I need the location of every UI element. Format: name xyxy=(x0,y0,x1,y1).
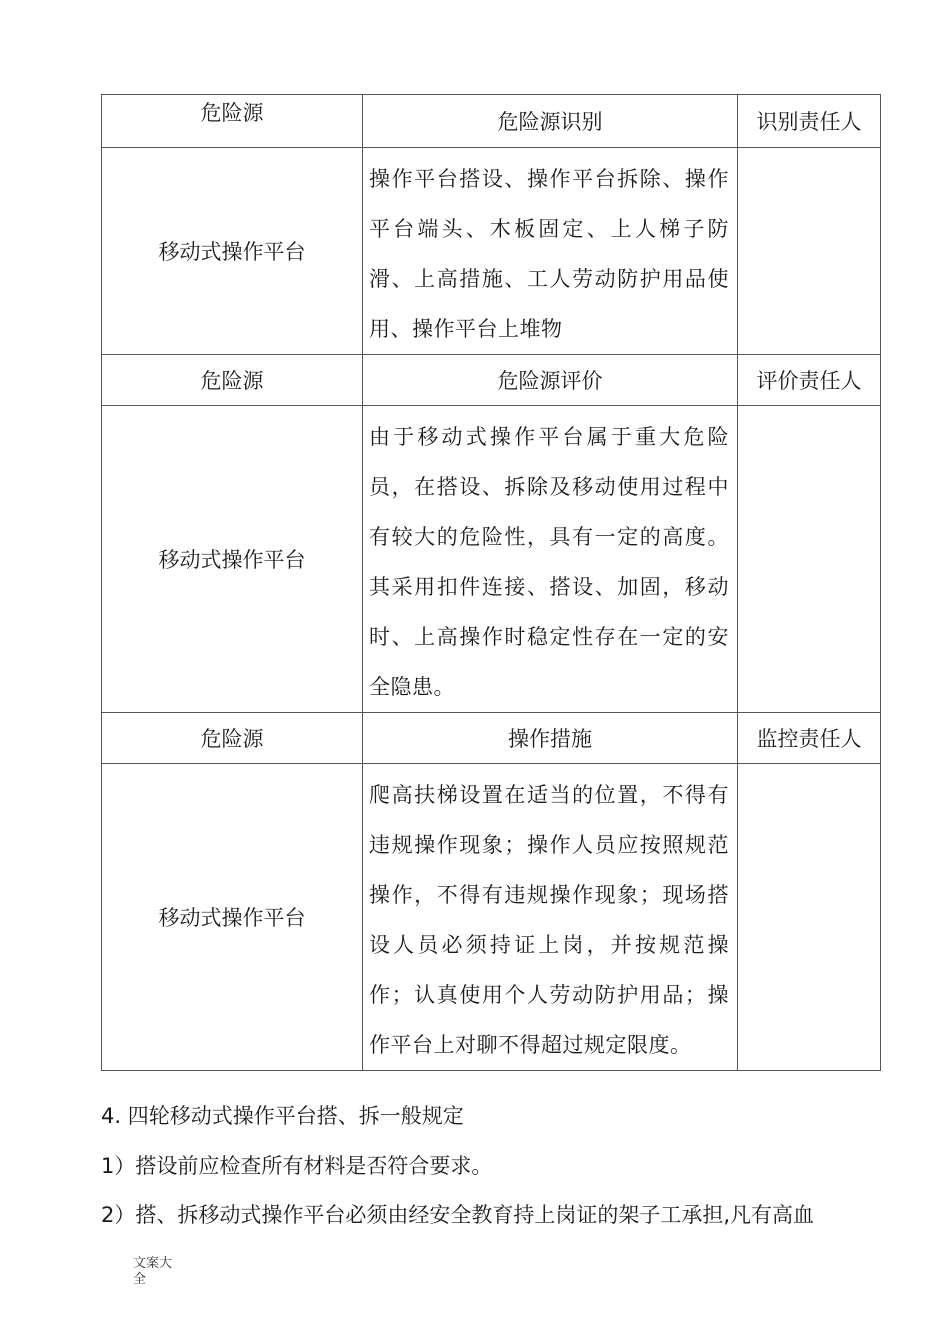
measures-content: 爬高扶梯设置在适当的位置，不得有违规操作现象；操作人员应按照规范操作，不得有违规操作现象；现场搭设人员必须持证上岗，并按规范操作；认真使用个人劳动防护用品；操作平台上对聊不得超过规定限度。 xyxy=(369,783,729,1057)
hazard-source-cell: 移动式操作平台 xyxy=(102,148,363,355)
table-row xyxy=(102,148,881,355)
header-hazard-evaluation: 危险源评价 xyxy=(363,355,738,406)
footer-text: 文案大全 xyxy=(133,1256,173,1287)
header-evaluation-responsible: 评价责任人 xyxy=(738,355,881,406)
header-hazard-source: 危险源 xyxy=(102,355,363,406)
table-header-row xyxy=(102,355,881,406)
identification-responsible-cell xyxy=(738,148,881,355)
list-item: 1）搭设前应检查所有材料是否符合要求。 xyxy=(101,1154,493,1178)
table-header-row xyxy=(102,713,881,764)
header-hazard-source: 危险源 xyxy=(102,95,363,148)
identification-content: 操作平台搭设、操作平台拆除、操作平台端头、木板固定、上人梯子防滑、上高措施、工人劳动防护用品使用、操作平台上堆物 xyxy=(369,167,729,341)
hazard-source-cell: 移动式操作平台 xyxy=(102,764,363,1071)
measures-content-cell xyxy=(363,764,738,1071)
header-identification-responsible: 识别责任人 xyxy=(738,95,881,148)
table-row xyxy=(102,406,881,713)
evaluation-content: 由于移动式操作平台属于重大危险员，在搭设、拆除及移动使用过程中有较大的危险性，具有一定的高度。其采用扣件连接、搭设、加固，移动时、上高操作时稳定性存在一定的安全隐患。 xyxy=(369,425,729,699)
table-row xyxy=(102,764,881,1071)
identification-content-cell xyxy=(363,148,738,355)
hazard-source-cell: 移动式操作平台 xyxy=(102,406,363,713)
hazard-table xyxy=(101,94,881,1071)
section-heading: 4. 四轮移动式操作平台搭、拆一般规定 xyxy=(101,1104,464,1128)
evaluation-responsible-cell xyxy=(738,406,881,713)
table-header-row xyxy=(102,95,881,148)
monitoring-responsible-cell xyxy=(738,764,881,1071)
list-item: 2）搭、拆移动式操作平台必须由经安全教育持上岗证的架子工承担,凡有高血 xyxy=(101,1203,815,1227)
evaluation-content-cell xyxy=(363,406,738,713)
header-monitoring-responsible: 监控责任人 xyxy=(738,713,881,764)
header-hazard-source: 危险源 xyxy=(102,713,363,764)
header-hazard-identification: 危险源识别 xyxy=(363,95,738,148)
header-operation-measures: 操作措施 xyxy=(363,713,738,764)
